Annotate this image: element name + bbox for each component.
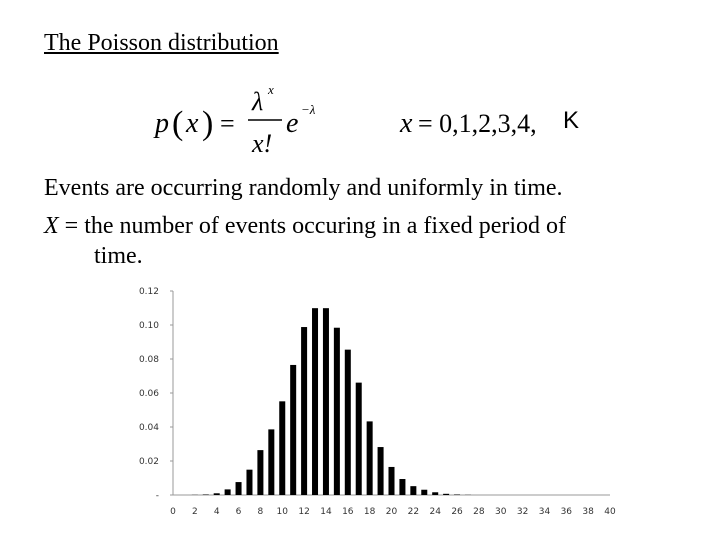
- y-tick-label: -: [155, 491, 159, 501]
- bar: [378, 447, 384, 495]
- x-tick-label: 16: [342, 507, 354, 517]
- bar: [225, 489, 231, 495]
- slide-title: The Poisson distribution: [44, 30, 279, 56]
- description-line-2: [44, 213, 566, 240]
- formula-denominator: x!: [252, 129, 273, 158]
- domain-x: x: [400, 108, 413, 139]
- y-tick-label: 0.04: [138, 423, 159, 433]
- bar: [334, 328, 340, 495]
- bar: [432, 492, 438, 495]
- x-tick-label: 14: [320, 507, 332, 517]
- y-tick-label: 0.06: [138, 389, 159, 399]
- bar: [367, 421, 373, 495]
- bar: [323, 308, 329, 495]
- bar: [399, 479, 405, 495]
- x-tick-label: 34: [538, 507, 551, 517]
- bar: [203, 494, 209, 495]
- formula-open-paren: (: [172, 105, 184, 142]
- bar: [345, 350, 351, 495]
- x-tick-label: 36: [560, 507, 573, 517]
- formula-exp-base: e: [286, 108, 299, 139]
- formula-exp-power: −λ: [301, 102, 316, 117]
- x-tick-label: 12: [298, 507, 310, 517]
- formula-p: p: [155, 108, 169, 139]
- formula-lambda-exponent: x: [268, 82, 274, 97]
- x-tick-label: 20: [385, 507, 398, 517]
- description-line-2-text: = the number of events occuring in a fixed period of: [58, 213, 567, 239]
- bar: [454, 494, 460, 495]
- formula-lambda: λ: [252, 87, 264, 116]
- poisson-bar-chart: [130, 275, 620, 525]
- x-tick-label: 38: [582, 507, 594, 517]
- x-tick-label: 2: [191, 507, 198, 517]
- bar: [214, 493, 220, 495]
- description-line-2-continued: time.: [94, 243, 143, 269]
- x-tick-label: 4: [213, 507, 220, 517]
- x-tick-label: 24: [429, 507, 441, 517]
- x-tick-label: 10: [276, 507, 288, 517]
- domain-ellipsis: K: [563, 107, 580, 134]
- x-tick-label: 32: [516, 507, 529, 517]
- x-tick-label: 8: [257, 507, 264, 517]
- y-tick-label: 0.10: [138, 321, 159, 331]
- x-tick-label: 6: [235, 507, 242, 517]
- variable-x: X: [44, 213, 59, 239]
- bar: [236, 482, 242, 495]
- domain-values: = 0,1,2,3,4,: [418, 109, 537, 138]
- bar: [356, 383, 362, 495]
- description-line-1: Events are occurring randomly and uniformly in time.: [44, 175, 563, 201]
- bar: [301, 327, 307, 495]
- bar: [246, 470, 252, 495]
- bar: [312, 308, 318, 495]
- x-tick-label: 40: [604, 507, 616, 517]
- y-tick-label: 0.08: [138, 355, 159, 365]
- formula-equals: =: [220, 109, 235, 138]
- bar: [290, 365, 296, 495]
- bar: [257, 450, 263, 495]
- y-tick-label: 0.12: [138, 287, 159, 297]
- bar: [410, 486, 416, 495]
- y-tick-label: 0.02: [138, 457, 159, 467]
- x-tick-label: 28: [473, 507, 485, 517]
- bar: [268, 429, 274, 495]
- poisson-formula: [150, 80, 600, 160]
- x-tick-label: 30: [495, 507, 507, 517]
- x-tick-label: 22: [407, 507, 420, 517]
- formula-close-paren: ): [202, 105, 214, 142]
- x-tick-label: 18: [363, 507, 376, 517]
- bar: [279, 401, 285, 495]
- formula-x: x: [186, 108, 199, 139]
- bar: [443, 494, 449, 495]
- bar: [421, 490, 427, 495]
- bar: [388, 467, 394, 495]
- x-tick-label: 0: [170, 507, 176, 517]
- x-tick-label: 26: [451, 507, 463, 517]
